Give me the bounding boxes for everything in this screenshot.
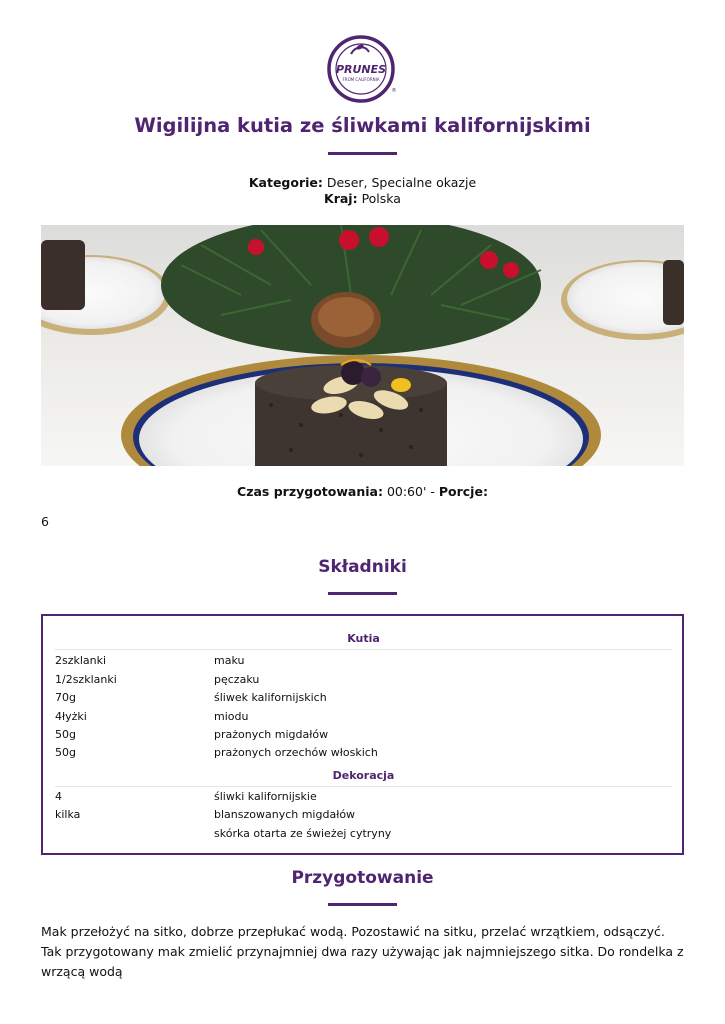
logo-bottom-text: FROM CALIFORNIA <box>342 77 380 82</box>
country-value: Polska <box>357 191 401 206</box>
ingredient-row <box>55 671 672 689</box>
page-title: Wigilijna kutia ze śliwkami kalifornijskimi <box>134 114 591 137</box>
timing-line <box>0 484 725 500</box>
ingredient-row <box>55 689 672 707</box>
prep-time-value: 00:60' - <box>382 484 439 499</box>
ingredient-name: miodu <box>214 710 249 723</box>
ingredient-qty: kilka <box>55 808 81 821</box>
ingredients-divider <box>328 592 397 595</box>
ingredient-name: śliwki kalifornijskie <box>214 790 317 803</box>
ingredient-qty: 4 <box>55 790 62 803</box>
ingredient-qty: 70g <box>55 691 76 704</box>
servings-label: Porcje: <box>438 484 488 499</box>
group-heading-kutia: Kutia <box>55 632 672 650</box>
prunes-logo <box>327 34 399 106</box>
country-label: Kraj: <box>324 191 358 206</box>
ingredient-name: skórka otarta ze świeżej cytryny <box>214 827 392 840</box>
ingredient-name: maku <box>214 654 245 667</box>
ingredient-qty: 4łyżki <box>55 710 87 723</box>
category-label: Kategorie: <box>248 175 323 190</box>
ingredient-name: blanszowanych migdałów <box>214 808 356 821</box>
ingredient-row <box>55 744 672 762</box>
preparation-heading: Przygotowanie <box>291 868 434 888</box>
logo-registered-mark: ® <box>391 88 397 94</box>
ingredient-row <box>55 788 672 806</box>
ingredient-row <box>55 825 672 843</box>
ingredients-heading: Składniki <box>318 557 407 577</box>
ingredient-qty: 2szklanki <box>55 654 107 667</box>
prep-time-label: Czas przygotowania: <box>237 484 383 499</box>
country-line <box>0 191 725 207</box>
ingredient-qty: 50g <box>55 746 76 759</box>
ingredient-name: pęczaku <box>214 673 260 686</box>
ingredient-name: śliwek kalifornijskich <box>214 691 327 704</box>
preparation-text: Mak przełożyć na sitko, dobrze przepłukać wodą. Pozostawić na sitku, przelać wrzątkiem, odsączyć. Tak przygotowany mak zmielić przynajmniej dwa razy używając jak najmniejszego sitka. Do rondelka z wrzącą wodą <box>41 924 684 979</box>
ingredient-row <box>55 806 672 824</box>
ingredient-row <box>55 652 672 670</box>
ingredient-qty: 1/2szklanki <box>55 673 117 686</box>
ingredients-box <box>41 614 684 855</box>
servings-value: 6 <box>41 514 49 529</box>
recipe-photo <box>41 225 684 466</box>
title-divider <box>328 152 397 155</box>
category-line <box>0 175 725 191</box>
preparation-divider <box>328 903 397 906</box>
ingredient-row <box>55 726 672 744</box>
ingredient-name: prażonych orzechów włoskich <box>214 746 378 759</box>
category-value: Deser, Specialne okazje <box>322 175 477 190</box>
ingredient-name: prażonych migdałów <box>214 728 329 741</box>
group-heading-dekoracja: Dekoracja <box>55 769 672 787</box>
logo-top-text: PRUNES <box>335 63 387 76</box>
ingredient-qty: 50g <box>55 728 76 741</box>
ingredient-row <box>55 708 672 726</box>
